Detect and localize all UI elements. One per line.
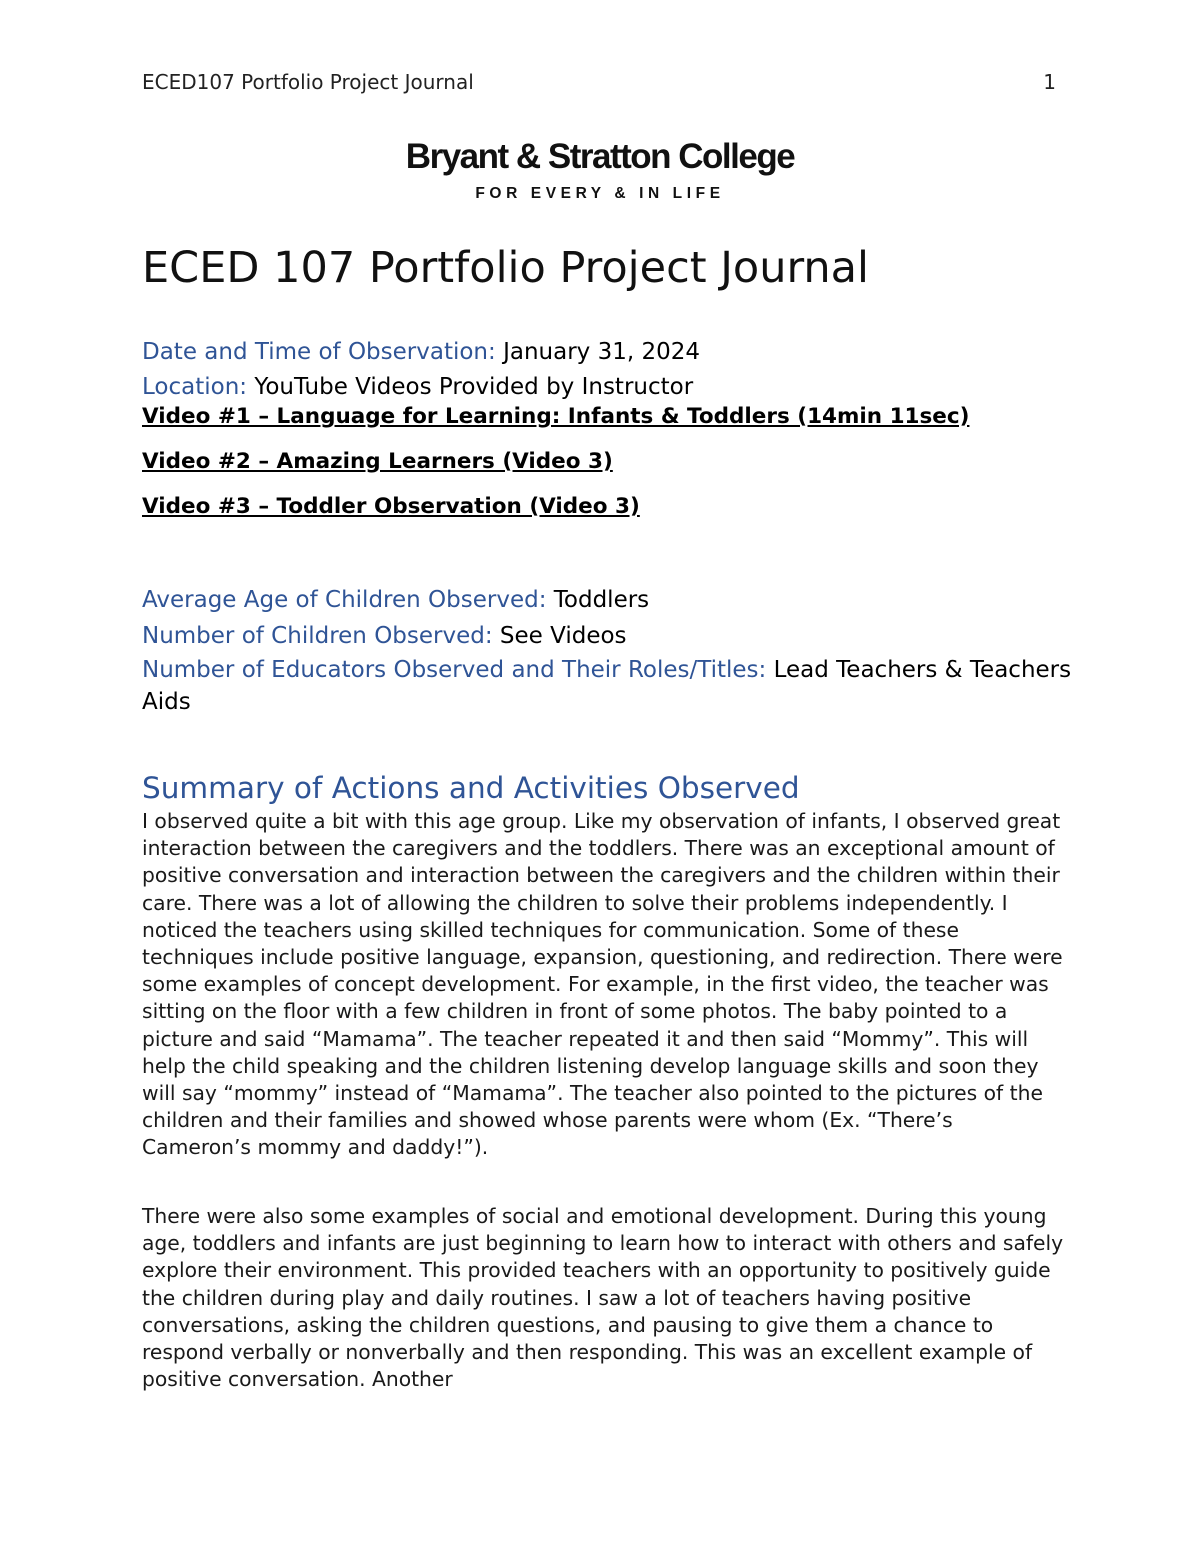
date-label: Date and Time of Observation: bbox=[142, 339, 496, 365]
college-logo bbox=[360, 136, 840, 204]
summary-heading: Summary of Actions and Activities Observed bbox=[142, 771, 800, 805]
running-header bbox=[142, 70, 1060, 100]
document-title: ECED 107 Portfolio Project Journal bbox=[142, 243, 869, 293]
observation-meta bbox=[142, 335, 1072, 405]
logo-name: Bryant & Stratton College bbox=[405, 137, 795, 176]
educators-row bbox=[142, 654, 1072, 718]
location-label: Location: bbox=[142, 374, 248, 400]
video-title-2: Video #2 – Amazing Learners (Video 3) bbox=[142, 449, 613, 474]
summary-paragraph-1: I observed quite a bit with this age group. Like my observation of infants, I observed great interaction between the caregivers and the toddlers. There was an exceptional amount of positive conversation and interaction between the caregivers and the children within their care. There was a lot of allowing the children to solve their problems independently. I noticed the teachers using skilled techniques for communication. Some of these techniques include positive language, expansion, questioning, and redirection. There were some examples of concept development. For example, in the first video, the teacher was sitting on the floor with a few children in front of some photos. The baby pointed to a picture and said “Mamama”. The teacher repeated it and then said “Mommy”. This will help the child speaking and the children listening develop language skills and soon they will say “mommy” instead of “Mamama”. The teacher also pointed to the pictures of the children and their families and showed whose parents were whom (Ex. “There’s Cameron’s mommy and daddy!”). bbox=[142, 809, 1063, 1160]
header-title: ECED107 Portfolio Project Journal bbox=[142, 70, 474, 94]
location-row bbox=[142, 370, 1072, 405]
children-value: See Videos bbox=[499, 623, 627, 649]
date-value: January 31, 2024 bbox=[503, 339, 700, 365]
age-row bbox=[142, 582, 1072, 618]
children-label: Number of Children Observed: bbox=[142, 623, 493, 649]
age-label: Average Age of Children Observed: bbox=[142, 587, 547, 613]
video-title-1: Video #1 – Language for Learning: Infants & Toddlers (14min 11sec) bbox=[142, 404, 970, 429]
video-title-3: Video #3 – Toddler Observation (Video 3) bbox=[142, 494, 640, 519]
page-number: 1 bbox=[1043, 70, 1056, 94]
location-value: YouTube Videos Provided by Instructor bbox=[254, 374, 694, 400]
summary-paragraph-2: There were also some examples of social and emotional development. During this young age, toddlers and infants are just beginning to learn how to interact with others and safely explore their environment. This provided teachers with an opportunity to positively guide the children during play and daily routines. I saw a lot of teachers having positive conversations, asking the children questions, and pausing to give them a chance to respond verbally or nonverbally and then responding. This was an excellent example of positive conversation. Another bbox=[142, 1204, 1064, 1392]
children-row bbox=[142, 618, 1072, 654]
children-meta bbox=[142, 582, 1072, 718]
age-value: Toddlers bbox=[553, 587, 650, 613]
logo-tagline: FOR EVERY & IN LIFE bbox=[475, 185, 725, 202]
educators-value: Lead Teachers & Teachers Aids bbox=[142, 657, 1072, 715]
educators-label: Number of Educators Observed and Their Roles/Titles: bbox=[142, 657, 767, 683]
date-row bbox=[142, 335, 1072, 370]
